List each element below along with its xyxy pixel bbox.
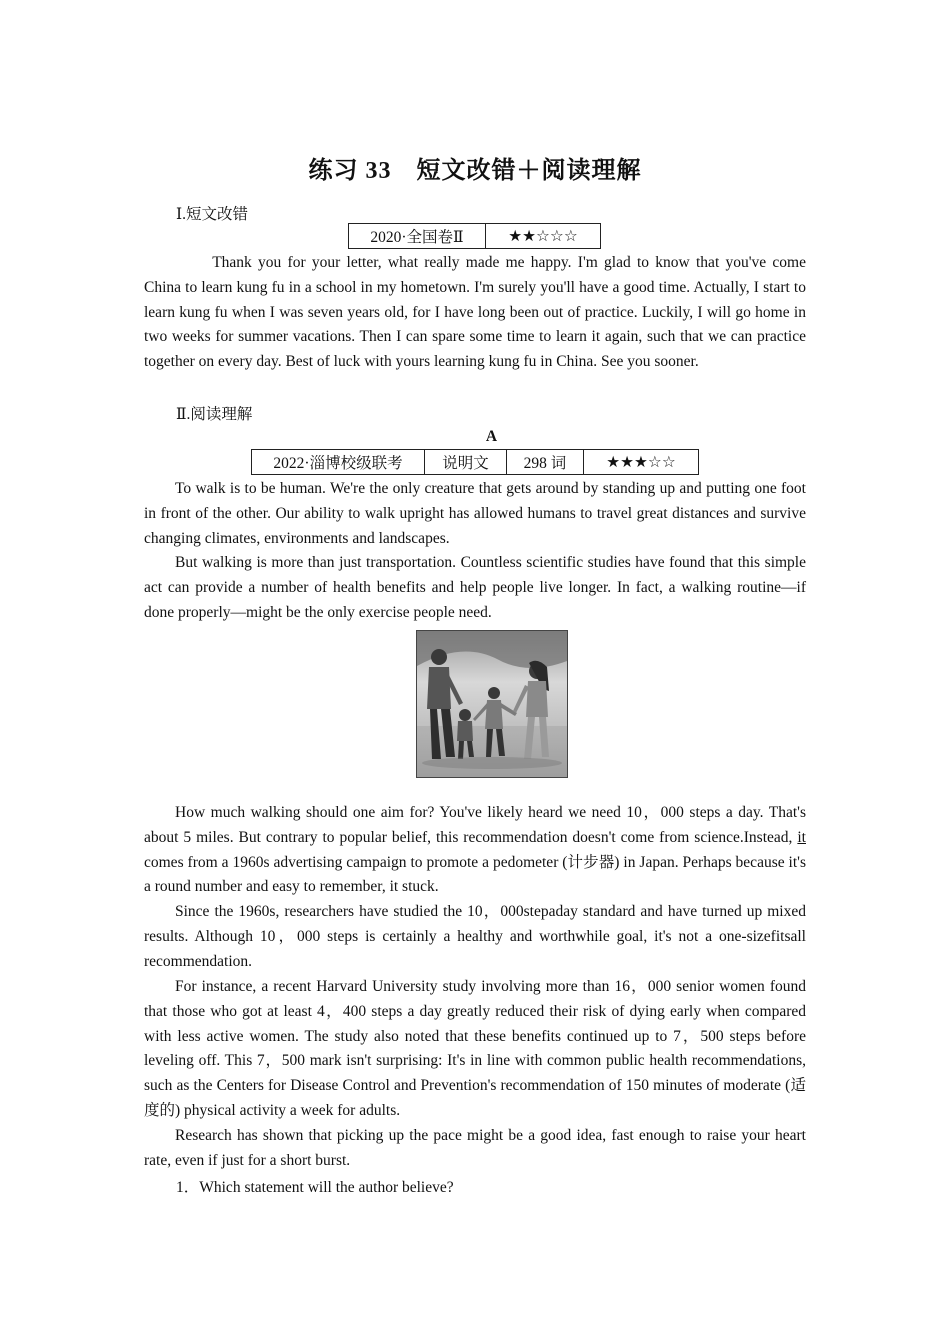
info-source: 2020·全国卷Ⅱ — [349, 224, 486, 249]
page-title: 练习 33 短文改错＋阅读理解 — [308, 158, 642, 184]
reading-paragraph-1: To walk is to be human. We're the only creature that gets around by standing up and putting one foot in front of the other. Our ability to walk upright has allowed humans to travel great distances and survive changing climates, environments and landscapes. — [144, 480, 806, 547]
info-genre: 说明文 — [425, 450, 507, 475]
section-label-error-correction: Ⅰ.短文改错 — [176, 206, 248, 223]
reading-paragraph-4: Since the 1960s, researchers have studied the 10，000stepaday standard and have turned up mixed results. Although 10，000 steps is certainly a healthy and worthwhile goal, it's not a one-sizefitsall recommendation. — [144, 903, 806, 970]
info-difficulty: ★★★☆☆ — [584, 450, 699, 475]
reading-paragraph-2: But walking is more than just transportation. Countless scientific studies have found that this simple act can provide a number of health benefits and help people live longer. In fact, a walking routine—if done properly—might be the only exercise people need. — [144, 554, 806, 621]
info-table-error-correction — [348, 223, 601, 249]
question-1: 1．Which statement will the author believe? — [176, 1179, 454, 1196]
reading-paragraph-5: For instance, a recent Harvard University study involving more than 16，000 senior women found that those who got at least 4，400 steps a day greatly reduced their risk of dying early when compared with less active women. The study also noted that these benefits continued up to 7，500 steps before leveling off. This 7，500 mark isn't surprising: It's in line with common public health recommendations, such as the Centers for Disease Control and Prevention's recommendation of 150 minutes of moderate (适度的) physical activity a week for adults. — [144, 978, 806, 1119]
section-label-reading: Ⅱ.阅读理解 — [176, 406, 253, 423]
passage-letter: A — [485, 428, 498, 445]
reading-paragraph-3 — [144, 801, 806, 900]
info-source: 2022·淄博校级联考 — [252, 450, 425, 475]
family-walking-photo — [416, 630, 568, 778]
info-table-reading — [251, 449, 699, 475]
paragraph-3-text-after: comes from a 1960s advertising campaign to promote a pedometer (计步器) in Japan. Perhaps because it's a round number and easy to remember, it stuck. — [144, 853, 806, 896]
underlined-word-it: it — [797, 828, 806, 846]
paragraph-3-text-before: How much walking should one aim for? You've likely heard we need 10，000 steps a day. That's about 5 miles. But contrary to popular belief, this recommendation doesn't come from science.Instead, — [144, 804, 806, 846]
family-walking-illustration — [417, 631, 567, 777]
error-correction-passage: Thank you for your letter, what really made me happy. I'm glad to know that you've come China to learn kung fu in a school in my hometown. I'm surely you'll have a good time. Actually, I start to learn kung fu when I was seven years old, for I have long been out of practice. Luckily, I will go home in two weeks for summer vacations. Then I can spare some time to learn it again, such that we can practice together on every day. Best of luck with yours learning kung fu in China. See you sooner. — [144, 254, 806, 371]
reading-paragraph-6: Research has shown that picking up the pace might be a good idea, fast enough to raise your heart rate, even if just for a short burst. — [144, 1127, 806, 1169]
info-word-count: 298 词 — [507, 450, 584, 475]
info-difficulty: ★★☆☆☆ — [486, 224, 601, 249]
